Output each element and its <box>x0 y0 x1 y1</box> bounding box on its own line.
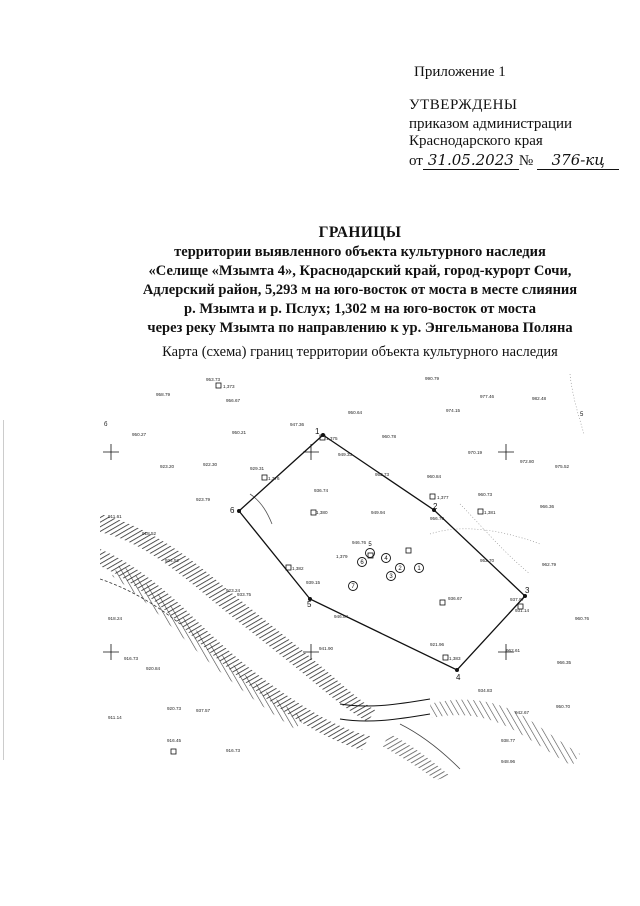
elevation-label: 960.76 <box>575 616 590 621</box>
elevation-label: 952.73 <box>375 472 390 477</box>
elevation-label: 937.57 <box>196 708 211 713</box>
elevation-label: 1,377 <box>437 495 449 500</box>
subtitle-line-1: территории выявленного объекта культурного наследия <box>174 244 546 260</box>
elevation-label: 916.45 <box>167 738 182 743</box>
object-marker-4: 4 <box>384 556 388 562</box>
elevation-label: 923.24 <box>226 588 241 593</box>
elevation-label: 939.15 <box>306 580 321 585</box>
elevation-label: 946.84 <box>334 614 349 619</box>
elevation-label: 950.27 <box>132 432 147 437</box>
elevation-label: 960.73 <box>478 492 493 497</box>
subtitle-line-3: Адлерский район, 5,293 м на юго-восток от моста в месте слияния <box>142 282 578 298</box>
object-marker-2: 2 <box>398 566 402 572</box>
elevation-label: 956.67 <box>226 398 241 403</box>
elevation-label: 960.84 <box>427 474 442 479</box>
order-prefix: от <box>409 153 423 169</box>
elevation-label: 958.79 <box>156 392 171 397</box>
subtitle-line-5: через реку Мзымта по направлению к ур. Энгельманова Поляна <box>147 320 573 336</box>
elevation-label: 1,382 <box>292 566 304 571</box>
elevation-label: 911.14 <box>108 715 122 720</box>
elevation-label: 937.97 <box>510 597 525 602</box>
elevation-label: 916.73 <box>124 656 139 661</box>
elevation-label: 975.52 <box>555 464 570 469</box>
svg-text:5: 5 <box>580 412 584 418</box>
boundary-point-5: 5 <box>307 600 312 609</box>
elevation-label: 960.78 <box>382 434 397 439</box>
order-date: 31.05.2023 <box>423 151 519 170</box>
elevation-label: 950.21 <box>232 430 247 435</box>
svg-text:б: б <box>104 422 108 428</box>
elevation-label: 970.19 <box>468 450 483 455</box>
subtitle-line-2: «Селище «Мзымта 4», Краснодарский край, город-курорт Сочи, <box>148 263 572 279</box>
map-edge-marks <box>104 412 584 428</box>
object-marker-3: 3 <box>389 574 393 580</box>
elevation-label: 942.67 <box>515 710 530 715</box>
elevation-label: 916.73 <box>226 748 241 753</box>
object-marker-6: 6 <box>360 560 364 566</box>
boundary-map <box>100 374 590 784</box>
elevation-label: 1,381 <box>484 510 496 515</box>
order-reference <box>409 151 619 170</box>
elevation-label: 972.80 <box>520 459 535 464</box>
elevation-label: 990.79 <box>425 376 440 381</box>
elevation-label: 982.48 <box>532 396 547 401</box>
map-caption: Карта (схема) границ территории объекта культурного наследия <box>162 344 558 360</box>
elevation-label: 950.70 <box>556 704 571 709</box>
elevation-label: 923.20 <box>160 464 175 469</box>
boundary-point-2: 2 <box>433 502 438 511</box>
boundary-point-4: 4 <box>456 673 461 682</box>
elevation-label: 949.33 <box>338 452 353 457</box>
elevation-label: 946.76 <box>352 540 367 545</box>
elevation-label: 941.90 <box>319 646 334 651</box>
elevation-label: 948.96 <box>501 759 516 764</box>
elevation-label: 974.15 <box>446 408 461 413</box>
elevation-label: 931.14 <box>515 608 530 613</box>
elevation-label: 962.79 <box>542 562 557 567</box>
elevation-label: 1,380 <box>316 510 328 515</box>
elevation-label: 921.96 <box>430 642 445 647</box>
elevation-label: 977.46 <box>480 394 495 399</box>
approval-line-2: Краснодарского края <box>409 133 543 149</box>
elevation-label: 952.70 <box>480 558 495 563</box>
elevation-label: 962.61 <box>506 648 521 653</box>
elevation-label: 918.52 <box>142 531 157 536</box>
approval-line-1: приказом администрации <box>409 116 573 132</box>
elevation-label: 920.73 <box>167 706 182 711</box>
elevation-label: 1,383 <box>449 656 461 661</box>
elevation-label: 918.24 <box>108 616 123 621</box>
object-markers <box>349 549 424 591</box>
elevation-label: 950.64 <box>348 410 363 415</box>
object-marker-5: 5 <box>368 542 372 548</box>
elevation-label: 920.84 <box>146 666 161 671</box>
elevation-label: 938.77 <box>501 738 516 743</box>
order-number: 376-кц <box>537 151 619 170</box>
elevation-label: 929.31 <box>250 466 265 471</box>
object-marker-1: 1 <box>417 566 421 572</box>
elevation-label: 933.75 <box>237 592 252 597</box>
elevation-label: 956.70 <box>430 516 445 521</box>
scan-margin-shadow <box>3 420 4 760</box>
boundary-point-6: 6 <box>230 506 235 515</box>
elevation-label: 1,376 <box>268 476 280 481</box>
elevation-label: 1,375 <box>326 436 338 441</box>
elevation-label: 923.79 <box>196 497 211 502</box>
elevation-label: 936.67 <box>448 596 463 601</box>
elevation-label: 922.30 <box>203 462 218 467</box>
elevation-label: 911.61 <box>108 514 122 519</box>
approved-heading: УТВЕРЖДЕНЫ <box>409 97 518 113</box>
elevation-label: 924.52 <box>165 558 180 563</box>
elevation-label: 1,373 <box>223 384 235 389</box>
boundary-point-3: 3 <box>525 586 530 595</box>
elevation-label: 966.36 <box>540 504 555 509</box>
object-marker-7: 7 <box>351 584 355 590</box>
elevation-label: 936.74 <box>314 488 329 493</box>
document-title: ГРАНИЦЫ <box>318 224 402 241</box>
elevation-label: 966.35 <box>557 660 572 665</box>
appendix-label: Приложение 1 <box>414 64 506 80</box>
elevation-label: 947.36 <box>290 422 305 427</box>
elevation-label: 949.94 <box>371 510 386 515</box>
elevation-label: 1,379 <box>336 554 348 559</box>
order-number-label: № <box>518 153 534 169</box>
elevation-label: 934.83 <box>478 688 493 693</box>
subtitle-line-4: р. Мзымта и р. Пслух; 1,302 м на юго-восток от моста <box>184 301 536 317</box>
boundary-point-1: 1 <box>315 427 320 436</box>
elevation-label: 953.73 <box>206 377 221 382</box>
